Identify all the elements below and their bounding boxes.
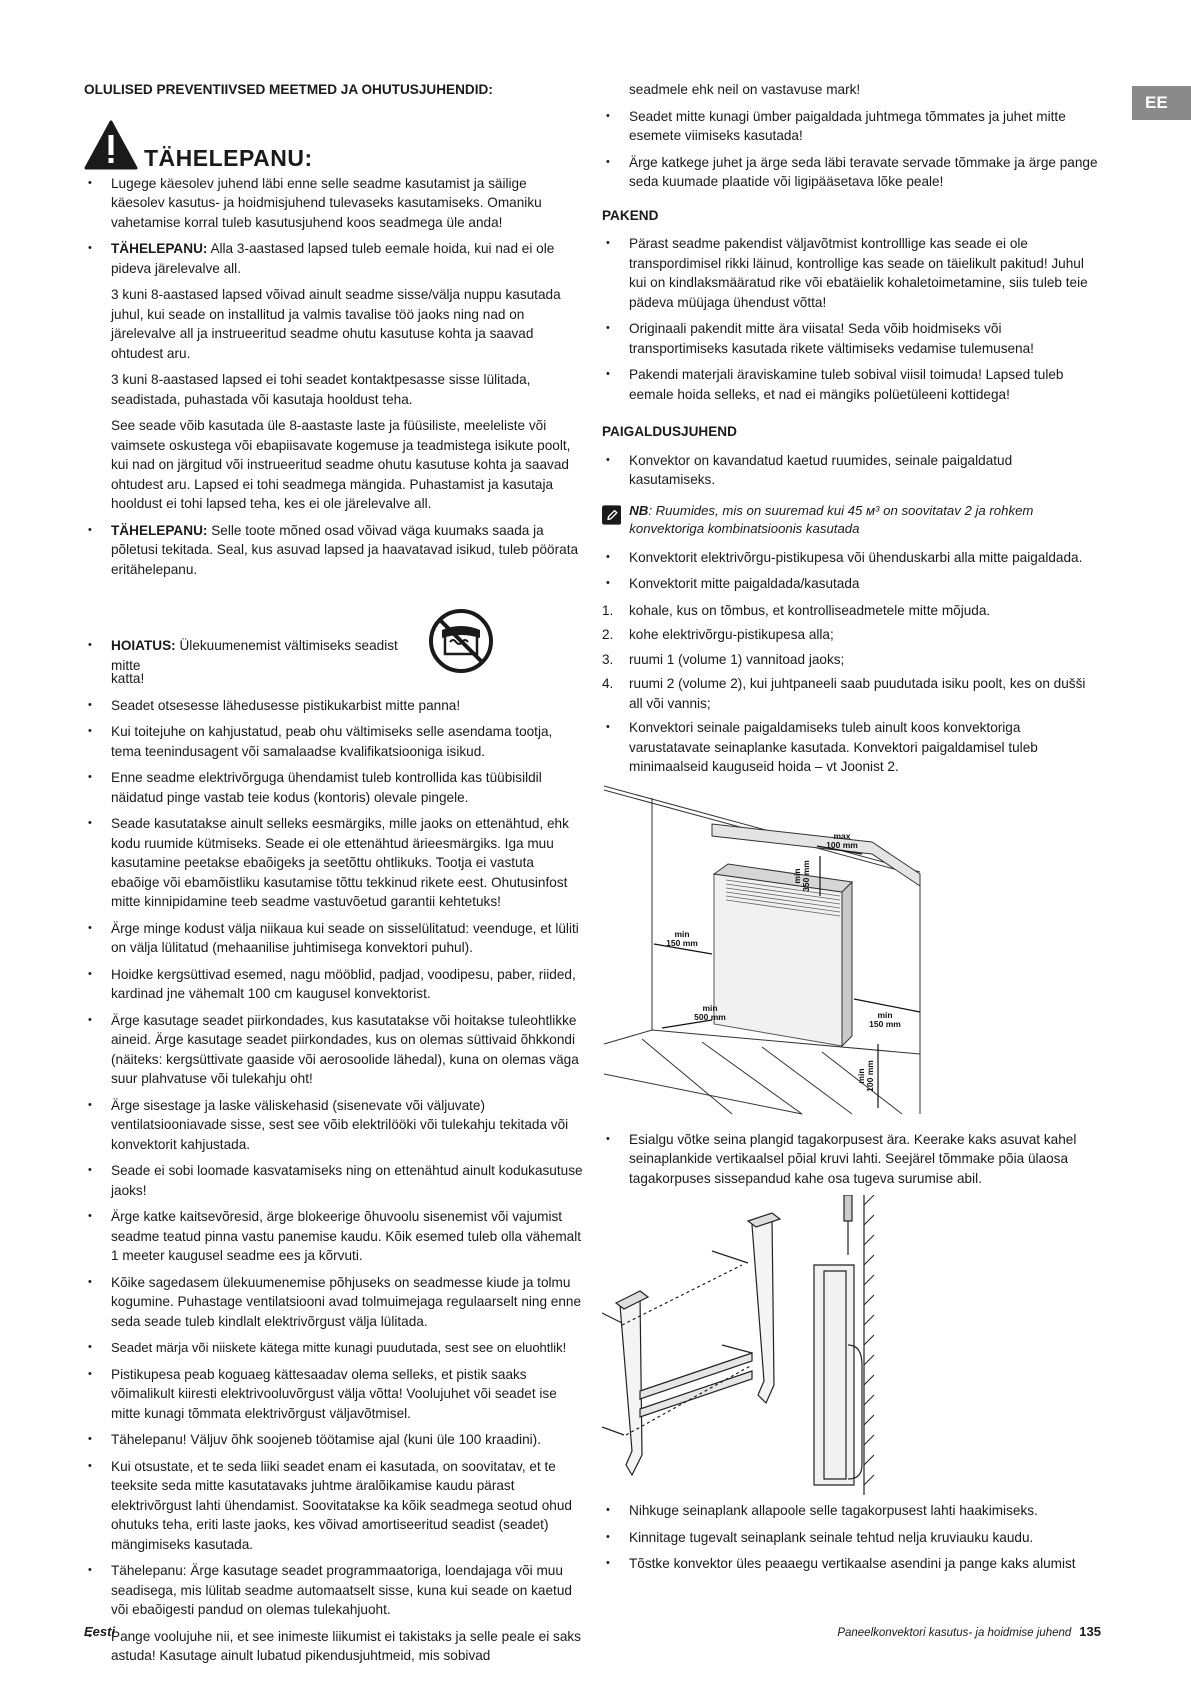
- note-text: NB: Ruumides, mis on suuremad kui 45 м³ on soovitatav 2 ja rohkem konvektoriga kombinatsioonis kasutada: [629, 502, 1034, 536]
- dim-min-150-right-value: 150 mm: [869, 1018, 901, 1029]
- safety-list: [84, 521, 584, 580]
- warning-title: TÄHELEPANU:: [144, 144, 313, 171]
- installation-list: [602, 1501, 1102, 1574]
- list-item: • TÄHELEPANU: Selle toote mõned osad võivad väga kuumaks saada ja põletusi tekitada. Seal, kus asuvad lapsed ja haavatavad isikud, tuleb pöörata eritähelepanu.: [84, 521, 584, 580]
- note-block: [602, 502, 1102, 538]
- paragraph: See seade võib kasutada üle 8-aastaste laste ja füüsiliste, meeleliste või vaimsete oskustega või ebapiisavate kogemuse ja teadmistega isikute poolt, kui nad on järgitud või instrueeritud seadme ohutu kasutuse kohta ja saavad ohtudest aru. Lapsed ei tohi seadmega mängida. Puhastamist ja kasutaja hooldust ei tohi lapsed teha, kes ei ole järelevalve all.: [111, 418, 571, 511]
- main-heading: OLULISED PREVENTIIVSED MEETMED JA OHUTUSJUHENDID:: [84, 82, 493, 97]
- warning-triangle-icon: [84, 120, 138, 170]
- list-item: • Pärast seadme pakendist väljavõtmist kontrolllige kas seade ei ole transpordimisel rikki läinud, kontrollige kas seade on täielikult pakitud! Juhul kui on kindlaksmääratud rike või ebatäielik kohaletoimetamine, siis tuleb teie pädeva müüjaga ühendust võtta!: [602, 234, 1102, 312]
- list-item: • Konvektorit mitte paigaldada/kasutada: [602, 574, 1102, 594]
- safety-list: [602, 107, 1102, 192]
- do-not-cover-icon: [428, 608, 494, 674]
- list-item: • Enne seadme elektrivõrguga ühendamist tuleb kontrollida kas tüübisildil näidatud pinge vastab teie kodus (kontoris) olevale pingele.: [84, 768, 584, 807]
- list-item: • Kui toitejuhe on kahjustatud, peab ohu vältimiseks selle asendama tootja, tema teenindusagent või samalaadse kvalifikatsiooniga isikud.: [84, 722, 584, 761]
- dim-min-350-value: 350 mm: [801, 859, 811, 892]
- dim-min-100-label: min: [856, 1067, 866, 1084]
- list-item: • Ärge kasutage seadet piirkondades, kus kasutatakse või hoitakse tuleohtlikke aineid. Ärge kasutage seadet piirkondades, kus on olemas süttivaid õhkkondi (näiteks: kergsüttivate gaaside või aerosoolide lähedal), kuna on olemas väga suur plahvatuse või tulekahju oht!: [84, 1011, 584, 1089]
- list-item: • Seadet otsesesse lähedusesse pistikukarbist mitte panna!: [84, 696, 584, 716]
- pencil-note-icon: [602, 502, 621, 528]
- list-item: • Konvektor on kavandatud kaetud ruumides, seinale paigaldatud kasutamiseks.: [602, 451, 1102, 490]
- paragraph: 3 kuni 8-aastased lapsed võivad ainult seadme sisse/välja nuppu kasutada juhul, kui seade on installitud ja valmis tavalise töö jaoks ning nad on järelevalve all ja instrueeritud seadme ohutu kasutuse kohta ja saavad ohtudest aru.: [111, 287, 561, 361]
- list-item: • Ärge minge kodust välja niikaua kui seade on sisselülitatud: veenduge, et lüliti on välja lülitatud (mehaanilise juhtimisega konvektori puhul).: [84, 919, 584, 958]
- footer-title: Paneelkonvektori kasutus- ja hoidmise juhend 135: [837, 1624, 1101, 1639]
- installation-list: [602, 1130, 1102, 1189]
- installation-list: [602, 548, 1102, 594]
- dim-min-150-left-value: 150 mm: [666, 937, 698, 948]
- right-column: [602, 80, 1102, 1581]
- list-item: • Pakendi materjali äraviskamine tuleb sobival viisil toimuda! Lapsed tuleb eemale hoida selleks, et nad ei mängiks polüetüleeni kottidega!: [602, 365, 1102, 404]
- safety-list: [84, 696, 584, 1666]
- numbered-item: 1. kohale, kus on tõmbus, et kontrolliseadmetele mitte mõjuda.: [602, 602, 991, 618]
- page-number: 135: [1079, 1624, 1101, 1639]
- paragraph: katta!: [111, 671, 145, 686]
- list-item: • Tõstke konvektor üles peaaegu vertikaalse asendini ja pange kaks alumist: [602, 1554, 1102, 1574]
- hoiatus-block: [84, 608, 584, 675]
- paragraph: 3 kuni 8-aastased lapsed ei tohi seadet kontaktpesasse sisse lülitada, seadistada, puhastada või kasutaja hooldust teha.: [111, 372, 531, 407]
- dim-max-100-value: 100 mm: [826, 839, 858, 850]
- list-item: • Pange voolujuhe nii, et see inimeste liikumist ei takistaks ja selle peale ei saks astuda! Kasutage ainult lubatud pikendusjuhtmeid, mis sobivad: [84, 1627, 584, 1666]
- numbered-item: 2. kohe elektrivõrgu-pistikupesa alla;: [602, 627, 834, 642]
- dim-min-150-left-label: min: [674, 928, 690, 939]
- list-item: • Originaali pakendit mitte ära viisata! Seda võib hoidmiseks või transportimiseks kasutada rikete vältimiseks vedamise tulemusena!: [602, 319, 1102, 358]
- section-title-paigaldus: PAIGALDUSJUHEND: [602, 424, 737, 439]
- list-item: • Kui otsustate, et te seda liiki seadet enam ei kasutada, on soovitatav, et te teeksite seda mitte kasutatavaks juhtme äralõikamise kaudu pärast elektrivõrgust lahti ühendamist. Soovitatakse ka kõik seadmega seotud ohud ohutuks teha, eriti laste jaoks, kes võivad amortiseeritud seadist (seadet) mängimiseks kasutada.: [84, 1457, 584, 1555]
- list-item: • Hoidke kergsüttivad esemed, nagu mööblid, padjad, voodipesu, paber, riided, kardinad jne vähemalt 100 cm kaugusel konvektorist.: [84, 965, 584, 1004]
- installation-list: [602, 451, 1102, 490]
- list-item: • Kõike sagedasem ülekuumenemise põhjuseks on seadmesse kiude ja tolmu kogumine. Puhastage ventilatsiooni avad tolmuimejaga regulaarselt ning enne seda seade tuleb kindlalt elektrivõrgust välja lülitada.: [84, 1273, 584, 1332]
- list-item: • Seade ei sobi loomade kasvatamiseks ning on ettenähtud ainult kodukasutuse jaoks!: [84, 1161, 584, 1200]
- list-item: • Seadet mitte kunagi ümber paigaldada juhtmega tõmmates ja juhet mitte esemete viimiseks kasutada!: [602, 107, 1102, 146]
- list-item: • HOIATUS: Ülekuumenemist vältimiseks seadist mitte: [84, 636, 414, 675]
- numbered-item: 3. ruumi 1 (volume 1) vannitoad jaoks;: [602, 651, 845, 667]
- numbered-item: 4. ruumi 2 (volume 2), kui juhtpaneeli saab puudutada isiku poolt, kes on dušši all või vannis;: [602, 676, 1086, 711]
- section-title-pakend: PAKEND: [602, 207, 659, 223]
- list-item: • Ärge katkege juhet ja ärge seda läbi teravate servade tõmmake ja ärge pange seda kuumade plaatide või ligipääsetava lõke peale!: [602, 153, 1102, 192]
- dim-min-500-label: min: [702, 1002, 718, 1013]
- list-item: • Tähelepanu! Väljuv õhk soojeneb töötamise ajal (kuni üle 100 kraadini).: [84, 1430, 584, 1450]
- list-item: • TÄHELEPANU: Alla 3-aastased lapsed tuleb eemale hoida, kui nad ei ole pideva järelevalve all.: [84, 239, 584, 278]
- list-item: • Lugege käesolev juhend läbi enne selle seadme kasutamist ja säilige käesolev kasutus- ja hoidmisjuhend tulevaseks kasutamiseks. Omaniku vahetamise korral tuleb kasutusjuhend koos seadmega üle anda!: [84, 174, 584, 233]
- list-item: • Esialgu võtke seina plangid tagakorpusest ära. Keerake kaks asuvat kahel seinaplankide vertikaalsel põial kruvi lahti. Seejärel tõmmake põia ülaosa tagakorpuses sissepandud kahe osa tugeva surumise abil.: [602, 1130, 1102, 1189]
- pakend-list: [602, 234, 1102, 404]
- mounting-bracket-diagram: [602, 1195, 922, 1495]
- dim-min-150-right-label: min: [877, 1009, 893, 1020]
- dim-min-350-label: min: [792, 867, 802, 884]
- paragraph: seadmele ehk neil on vastavuse mark!: [629, 82, 861, 97]
- language-tab: EE: [1132, 86, 1191, 120]
- left-column: [84, 80, 584, 1673]
- list-item: • Ärge sisestage ja laske väliskehasid (sisenevate või väljuvate) ventilatsiooniavade sisse, sest see võib elektrilööki või tulekahju tekitada või konvektorit kahjustada.: [84, 1096, 584, 1155]
- list-item: • Seade kasutatakse ainult selleks eesmärgiks, mille jaoks on ettenähtud, ehk kodu ruumide kütmiseks. Seade ei ole ettenähtud ärieesmärgiks. Iga muu kasutamine peetakse ebaõigeks ja seetõttu ohtlikuks. Tootja ei vastuta ebaõige või ebamõistliku kasutamise tõttu tekkinud rikete eest. Ohutusinfost mitte kinnipidamine teeb seadme vastuvõetud garantii kehtetuks!: [84, 814, 584, 912]
- list-item: • Konvektorit elektrivõrgu-pistikupesa või ühenduskarbi alla mitte paigaldada.: [602, 548, 1102, 568]
- dim-min-500-value: 500 mm: [694, 1011, 726, 1022]
- list-item: • Nihkuge seinaplank allapoole selle tagakorpusest lahti haakimiseks.: [602, 1501, 1102, 1521]
- list-item: • Kinnitage tugevalt seinaplank seinale tehtud nelja kruviauku kaudu.: [602, 1528, 1102, 1548]
- list-item: • Seadet märja või niiskete kätega mitte kunagi puudutada, sest see on eluohtlik!: [84, 1338, 584, 1358]
- safety-list: [84, 636, 414, 675]
- numbered-list: [602, 601, 1102, 714]
- warning-header: [84, 120, 584, 170]
- installation-list: [602, 718, 1102, 777]
- list-item: • Pistikupesa peab koguaeg kättesaadav olema selleks, et pistik saaks võimalikult kiiresti elektrivooluvõrgust välja võtta! Voolujuhet või seadet ise mitte kunagi tõmmata elektrivõrgust väljavõtmisel.: [84, 1365, 584, 1424]
- list-item: • Tähelepanu: Ärge kasutage seadet programmaatoriga, loendajaga või muu seadisega, mis lülitab seadme automaatselt sisse, kuna kui seade on kaetud või ebaõigesti pandud on olemas tulekahjuoht.: [84, 1561, 584, 1620]
- footer-language: Eesti: [84, 1624, 116, 1639]
- dim-max-100-label: max: [833, 830, 851, 841]
- dim-min-100-value: 100 mm: [865, 1059, 875, 1092]
- clearance-diagram: [602, 784, 942, 1124]
- list-item: • Ärge katke kaitsevõresid, ärge blokeerige õhuvoolu sisenemist või vajumist seadme teatud pinna vastu panemise kaudu. Kõik esemed tuleb olla vähemalt 1 meeter kaugusel seadme ees ja kõrvuti.: [84, 1207, 584, 1266]
- safety-list: [84, 174, 584, 279]
- list-item: • Konvektori seinale paigaldamiseks tuleb ainult koos konvektoriga varustatavate seinaplanke kasutada. Konvektori paigaldamisel tuleb minimaalseid kauguseid hoida – vt Joonist 2.: [602, 718, 1102, 777]
